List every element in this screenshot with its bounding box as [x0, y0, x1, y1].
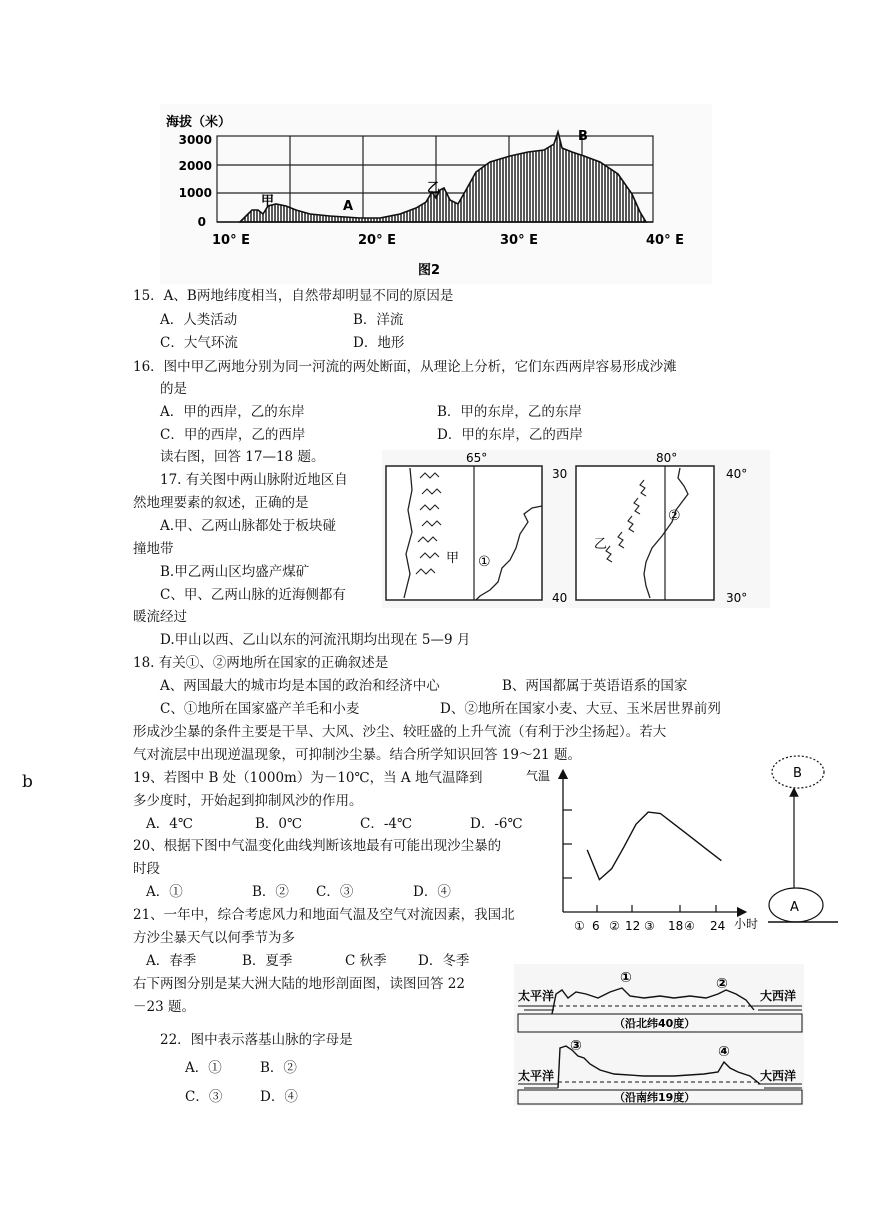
profile2-atlantic: 大西洋 — [760, 1069, 797, 1083]
intro-19-21-line2: 气对流层中出现逆温现象，可抑制沙尘暴。结合所学知识回答 19～21 题。 — [133, 747, 581, 763]
q16-stem-line2: 的是 — [160, 381, 187, 397]
profile2-mark-4: ④ — [718, 1044, 730, 1060]
q21-option-c: C 秋季 — [345, 953, 387, 969]
q17-option-d: D.甲山以西、乙山以东的河流汛期均出现在 5—9 月 — [160, 632, 471, 648]
map2-lat-bottom: 30° — [726, 591, 748, 605]
q18-option-d: D、②地所在国家小麦、大豆、玉米居世界前列 — [440, 701, 721, 717]
q21-stem-line1: 21、一年中，综合考虑风力和地面气温及空气对流因素，我国北 — [133, 907, 515, 923]
q19-stem-line2: 多少度时，开始起到抑制风沙的作用。 — [133, 793, 363, 809]
temp-xtick: ③ — [644, 919, 655, 933]
temp-xtick: 6 — [592, 919, 600, 933]
map1-lat-top: 30 — [552, 467, 568, 481]
fig2-xtick: 40° E — [646, 233, 684, 248]
q16-option-c: C．甲的西岸，乙的西岸 — [160, 427, 306, 443]
fig2-xtick: 10° E — [212, 233, 250, 248]
q19-option-c: C．-4℃ — [360, 816, 413, 832]
intro-22-23-line2: －23 题。 — [133, 999, 195, 1015]
profile1-mark-2: ② — [716, 976, 728, 992]
map2-label-2: ② — [668, 508, 681, 524]
fig2-label-yi: 乙 — [427, 181, 441, 196]
q22-option-d: D．④ — [260, 1089, 298, 1105]
side-letter: b — [22, 772, 33, 792]
q15-option-c: C．大气环流 — [160, 335, 238, 351]
q20-option-d: D．④ — [413, 884, 451, 900]
temp-x-tick-labels — [574, 919, 725, 933]
temp-xtick: 12 — [625, 919, 641, 933]
q16-option-d: D．甲的东岸，乙的西岸 — [437, 427, 583, 443]
q22-option-c: C．③ — [185, 1089, 223, 1105]
q16-option-b: B．甲的东岸，乙的东岸 — [437, 404, 582, 420]
map1-label-jia: 甲 — [446, 551, 460, 566]
air-column-figure — [768, 750, 840, 930]
temp-xtick: ① — [574, 919, 585, 933]
profile1-pacific: 太平洋 — [518, 989, 555, 1003]
q17-option-a-line2: 撞地带 — [133, 541, 174, 557]
fig2-label-a: A — [343, 199, 354, 214]
q19-option-b: B．0℃ — [255, 816, 303, 832]
q18-option-a: A、两国最大的城市均是本国的政治和经济中心 — [160, 678, 440, 694]
map1-lat-bottom: 40 — [552, 591, 568, 605]
q22-stem: 22．图中表示落基山脉的字母是 — [160, 1032, 353, 1048]
fig2-ytick: 3000 — [178, 133, 212, 147]
q17-stem-line2: 然地理要素的叙述，正确的是 — [133, 495, 309, 511]
q15-option-b: B．洋流 — [353, 312, 404, 328]
column-label-a: A — [790, 900, 799, 915]
intro-19-21-line1: 形成沙尘暴的条件主要是干旱、大风、沙尘、较旺盛的上升气流（有利于沙尘扬起）。若大 — [133, 724, 667, 740]
profile1-mark-1: ① — [620, 970, 632, 986]
fig2-ytick: 1000 — [178, 186, 212, 200]
q15-stem: 15．A、B两地纬度相当，自然带却明显不同的原因是 — [133, 288, 454, 304]
q17-option-c-line1: C、甲、乙两山脉的近海侧都有 — [160, 587, 346, 603]
q20-stem-line1: 20、根据下图中气温变化曲线判断该地最有可能出现沙尘暴的 — [133, 838, 502, 854]
profile1-atlantic: 大西洋 — [760, 989, 797, 1003]
column-label-b: B — [793, 766, 802, 781]
q18-stem: 18. 有关①、②两地所在国家的正确叙述是 — [133, 655, 389, 671]
q20-stem-line2: 时段 — [133, 861, 160, 877]
temp-x-ticks — [597, 905, 716, 912]
q20-option-a: A．① — [146, 884, 183, 900]
temp-y-ticks — [563, 810, 572, 878]
profile2-caption: （沿南纬19度） — [614, 1091, 696, 1104]
map1-label-1: ① — [478, 554, 491, 570]
temp-xtick: 24 — [710, 919, 726, 933]
temp-curve — [587, 812, 721, 880]
q18-option-c: C、①地所在国家盛产羊毛和小麦 — [160, 701, 360, 717]
profile2-mark-3: ③ — [570, 1038, 582, 1054]
q15-option-a: A．人类活动 — [160, 312, 238, 328]
profile1-caption: （沿北纬40度） — [614, 1017, 696, 1030]
fig2-ytick: 0 — [197, 215, 206, 229]
q16-option-a: A．甲的西岸，乙的东岸 — [160, 404, 305, 420]
q20-option-c: C．③ — [316, 884, 354, 900]
fig2-xtick: 30° E — [500, 233, 538, 248]
q21-option-d: D．冬季 — [418, 953, 470, 969]
q16-stem-line1: 16．图中甲乙两地分别为同一河流的两处断面，从理论上分析，它们东西两岸容易形成沙滩 — [133, 359, 677, 375]
fig2-label-b: B — [578, 129, 588, 144]
q19-stem-line1: 19、若图中 B 处（1000m）为－10℃，当 A 地气温降到 — [133, 770, 483, 786]
q17-option-b: B.甲乙两山区均盛产煤矿 — [160, 564, 310, 580]
q17-option-a-line1: A.甲、乙两山脉都处于板块碰 — [160, 518, 337, 534]
terrain-profile-figure — [160, 104, 712, 284]
q21-option-b: B．夏季 — [242, 953, 293, 969]
q21-stem-line2: 方沙尘暴天气以何季节为多 — [133, 930, 295, 946]
q22-option-a: A．① — [185, 1060, 222, 1076]
q20-option-b: B．② — [252, 884, 289, 900]
intro-17-18: 读右图，回答 17—18 题。 — [160, 449, 325, 465]
map2-lon: 80° — [656, 451, 678, 465]
continent-profiles-figure — [514, 964, 804, 1106]
intro-22-23-line1: 右下两图分别是某大洲大陆的地形剖面图，读图回答 22 — [133, 976, 465, 992]
temp-ylabel: 气温 — [526, 769, 551, 783]
fig2-xtick: 20° E — [358, 233, 396, 248]
q19-option-d: D．-6℃ — [470, 816, 523, 832]
mountain-maps-figure — [382, 450, 770, 608]
temp-xlabel: 小时 — [734, 917, 759, 931]
map2-lat-top: 40° — [726, 467, 748, 481]
fig2-caption: 图2 — [418, 263, 441, 278]
fig2-ylabel: 海拔（米） — [166, 115, 232, 130]
map2-label-yi: 乙 — [594, 537, 608, 552]
q15-option-d: D．地形 — [353, 335, 405, 351]
fig2-ytick: 2000 — [178, 159, 212, 173]
q17-stem-line1: 17. 有关图中两山脉附近地区自 — [160, 472, 348, 488]
temp-xtick: ④ — [684, 919, 695, 933]
q18-option-b: B、两国都属于英语语系的国家 — [502, 678, 688, 694]
q22-option-b: B．② — [260, 1060, 297, 1076]
q17-option-c-line2: 暖流经过 — [133, 609, 187, 625]
map1-lon: 65° — [466, 451, 488, 465]
temp-xtick: ② — [609, 919, 620, 933]
q19-option-a: A．4℃ — [146, 816, 193, 832]
fig2-label-jia: 甲 — [261, 194, 275, 209]
temperature-chart — [520, 766, 770, 938]
q21-option-a: A．春季 — [146, 953, 197, 969]
temp-xtick: 18 — [668, 919, 684, 933]
profile2-pacific: 太平洋 — [518, 1069, 555, 1083]
